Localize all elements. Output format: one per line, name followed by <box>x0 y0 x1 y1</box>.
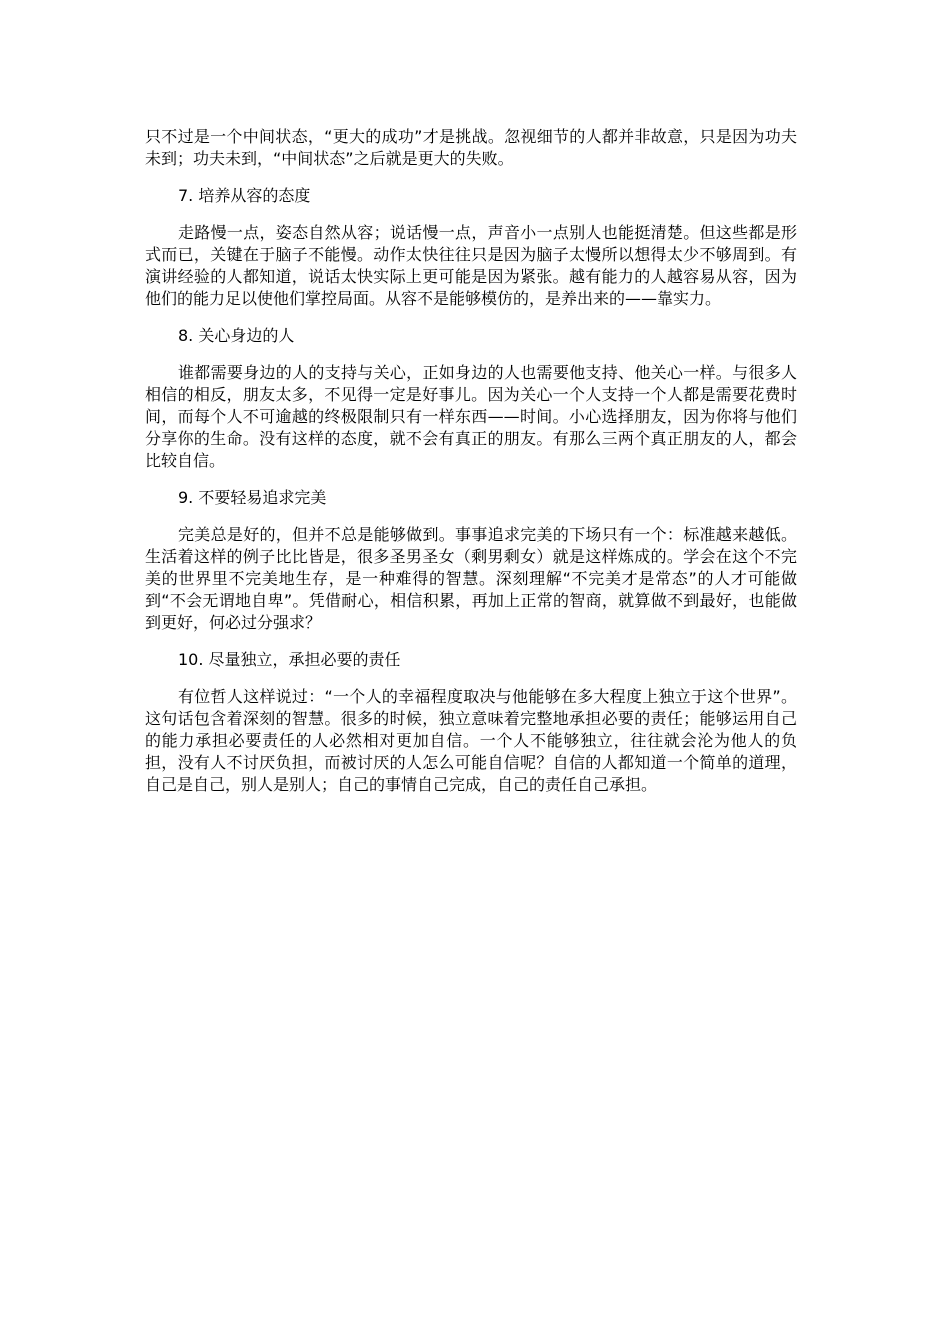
paragraph-section-9: 完美总是好的，但并不总是能够做到。事事追求完美的下场只有一个：标准越来越低。生活着这样的例子比比皆是，很多圣男圣女（剩男剩女）就是这样炼成的。学会在这个不完美的世界里不完美地生存，是一种难得的智慧。深刻理解“不完美才是常态”的人才可能做到“不会无谓地自卑”。凭借耐心，相信积累，再加上正常的智商，就算做不到最好，也能做到更好，何必过分强求？ <box>145 525 797 632</box>
paragraph-section-7: 走路慢一点，姿态自然从容；说话慢一点，声音小一点别人也能挺清楚。但这些都是形式而已，关键在于脑子不能慢。动作太快往往只是因为脑子太慢所以想得太少不够周到。有演讲经验的人都知道，说话太快实际上更可能是因为紧张。越有能力的人越容易从容，因为他们的能力足以使他们掌控局面。从容不是能够模仿的，是养出来的——靠实力。 <box>145 223 797 308</box>
paragraph-section-8: 谁都需要身边的人的支持与关心，正如身边的人也需要他支持、他关心一样。与很多人相信的相反，朋友太多，不见得一定是好事儿。因为关心一个人支持一个人都是需要花费时间，而每个人不可逾越的终极限制只有一样东西——时间。小心选择朋友，因为你将与他们分享你的生命。没有这样的态度，就不会有真正的朋友。有那么三两个真正朋友的人，都会比较自信。 <box>145 363 797 470</box>
section-heading-9: 9. 不要轻易追求完美 <box>178 488 327 507</box>
section-heading-7: 7. 培养从容的态度 <box>178 186 311 205</box>
document-page <box>145 126 797 811</box>
section-heading-8: 8. 关心身边的人 <box>178 326 295 345</box>
paragraph-continuation: 只不过是一个中间状态，“更大的成功”才是挑战。忽视细节的人都并非故意，只是因为功夫未到；功夫未到，“中间状态”之后就是更大的失败。 <box>145 127 797 168</box>
section-heading-10: 10. 尽量独立，承担必要的责任 <box>178 650 401 669</box>
paragraph-section-10: 有位哲人这样说过：“一个人的幸福程度取决与他能够在多大程度上独立于这个世界”。这句话包含着深刻的智慧。很多的时候，独立意味着完整地承担必要的责任；能够运用自己的能力承担必要责任的人必然相对更加自信。一个人不能够独立，往往就会沦为他人的负担，没有人不讨厌负担，而被讨厌的人怎么可能自信呢？自信的人都知道一个简单的道理，自己是自己，别人是别人；自己的事情自己完成，自己的责任自己承担。 <box>145 687 797 794</box>
